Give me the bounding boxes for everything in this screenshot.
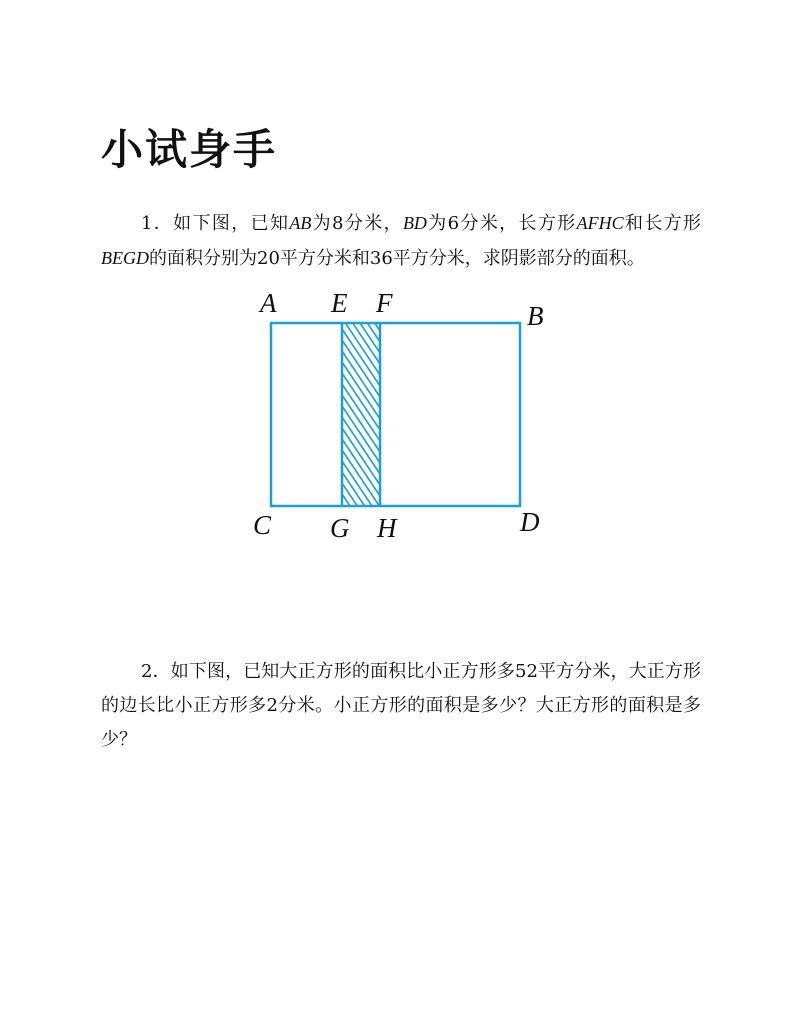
point-label-h: H (377, 513, 397, 543)
rectangle-diagram (240, 280, 560, 550)
hatch-line (342, 285, 380, 342)
hatch-line (342, 318, 380, 375)
problem-1-text-part: 和长方形 (623, 213, 702, 234)
point-label-c: C (253, 510, 272, 540)
point-label-g: G (330, 513, 350, 543)
hatch-line (342, 428, 380, 485)
rectangle-afhc-label: AFHC (576, 213, 624, 233)
hatch-line (342, 461, 380, 518)
hatch-line (342, 406, 380, 463)
point-label-f: F (376, 288, 393, 318)
segment-bd-label: BD (402, 213, 427, 233)
section-title: 小试身手 (101, 125, 278, 174)
hatch-line (342, 439, 380, 496)
hatch-line (342, 384, 380, 441)
hatch-line (342, 351, 380, 408)
point-label-a: A (260, 288, 277, 318)
problem-1-text-part: 如下图，已知 (173, 213, 290, 234)
shaded-region-hatching (342, 280, 380, 550)
hatch-line (342, 340, 380, 397)
problem-2-number: 2． (141, 661, 171, 682)
rectangle-begd-label: BEGD (101, 248, 149, 268)
hatch-line (342, 296, 380, 353)
hatch-line (342, 307, 380, 364)
outer-rectangle-abdc (271, 323, 520, 506)
hatch-line (342, 362, 380, 419)
rectangle-figure (240, 280, 560, 550)
problem-1-text-part: 为8分米， (311, 213, 403, 234)
problem-2-text: 如下图，已知大正方形的面积比小正方形多52平方分米，大正方形的边长比小正方形多2分米。小正方形的面积是多少？大正方形的面积是多少？ (101, 661, 702, 750)
hatch-line (342, 395, 380, 452)
hatch-line (342, 450, 380, 507)
hatch-line (342, 373, 380, 430)
problem-1-number: 1． (141, 213, 174, 234)
point-label-e: E (331, 288, 348, 318)
hatch-line (342, 417, 380, 474)
point-label-b: B (527, 301, 544, 331)
hatch-line (342, 329, 380, 386)
problem-1-text-part: 的面积分别为20平方分米和36平方分米，求阴影部分的面积。 (149, 248, 645, 269)
point-label-d: D (520, 507, 540, 537)
problem-1 (101, 206, 701, 276)
segment-ab-label: AB (289, 213, 312, 233)
problem-1-text-part: 为6分米，长方形 (426, 213, 577, 234)
problem-2 (101, 655, 701, 757)
